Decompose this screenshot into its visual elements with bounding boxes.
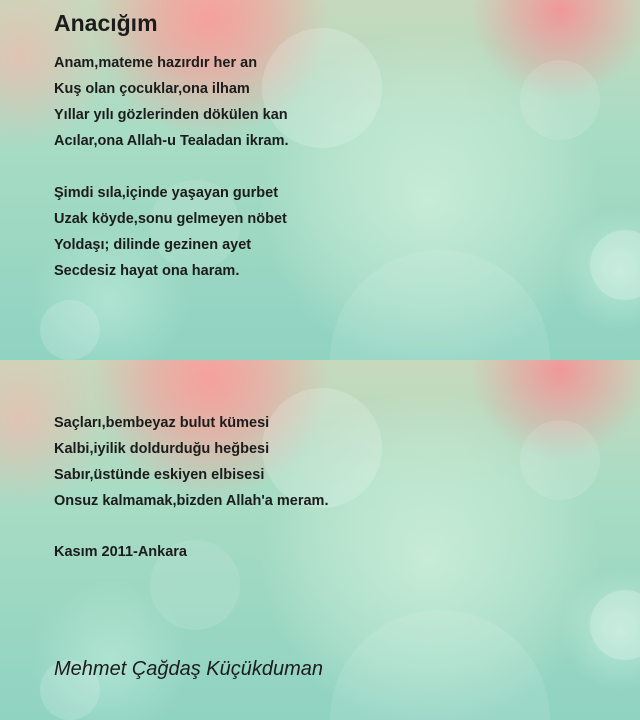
poem-panel-bottom: [0, 360, 640, 720]
poem-body-bottom: [54, 410, 328, 540]
poem-line: Yoldaşı; dilinde gezinen ayet: [54, 237, 252, 253]
bokeh-circle: [590, 590, 640, 660]
poem-line: Saçları,bembeyaz bulut kümesi: [54, 415, 270, 431]
poem-title: Anacığım: [54, 10, 158, 36]
poem-line: Acılar,ona Allah-u Tealadan ikram.: [54, 133, 289, 149]
bokeh-circle: [520, 420, 600, 500]
poem-body-top: [54, 50, 289, 310]
bokeh-circle: [520, 60, 600, 140]
bokeh-circle: [330, 610, 550, 720]
bokeh-circle: [590, 230, 640, 300]
poem-date: Kasım 2011-Ankara: [54, 544, 187, 560]
poem-line: Uzak köyde,sonu gelmeyen nöbet: [54, 211, 287, 227]
poem-line: Yıllar yılı gözlerinden dökülen kan: [54, 107, 288, 123]
bokeh-circle: [330, 250, 550, 360]
poem-line: Şimdi sıla,içinde yaşayan gurbet: [54, 185, 279, 201]
stanza: [54, 410, 328, 514]
poem-line: Anam,mateme hazırdır her an: [54, 55, 258, 71]
poem-line: Kuş olan çocuklar,ona ilham: [54, 81, 250, 97]
poem-line: Sabır,üstünde eskiyen elbisesi: [54, 467, 265, 483]
stanza: [54, 180, 289, 284]
poem-line: Onsuz kalmamak,bizden Allah'a meram.: [54, 493, 329, 509]
stanza: [54, 50, 289, 154]
poem-line: Secdesiz hayat ona haram.: [54, 263, 240, 279]
poem-line: Kalbi,iyilik doldurduğu heğbesi: [54, 441, 270, 457]
poem-author: Mehmet Çağdaş Küçükduman: [54, 658, 324, 680]
